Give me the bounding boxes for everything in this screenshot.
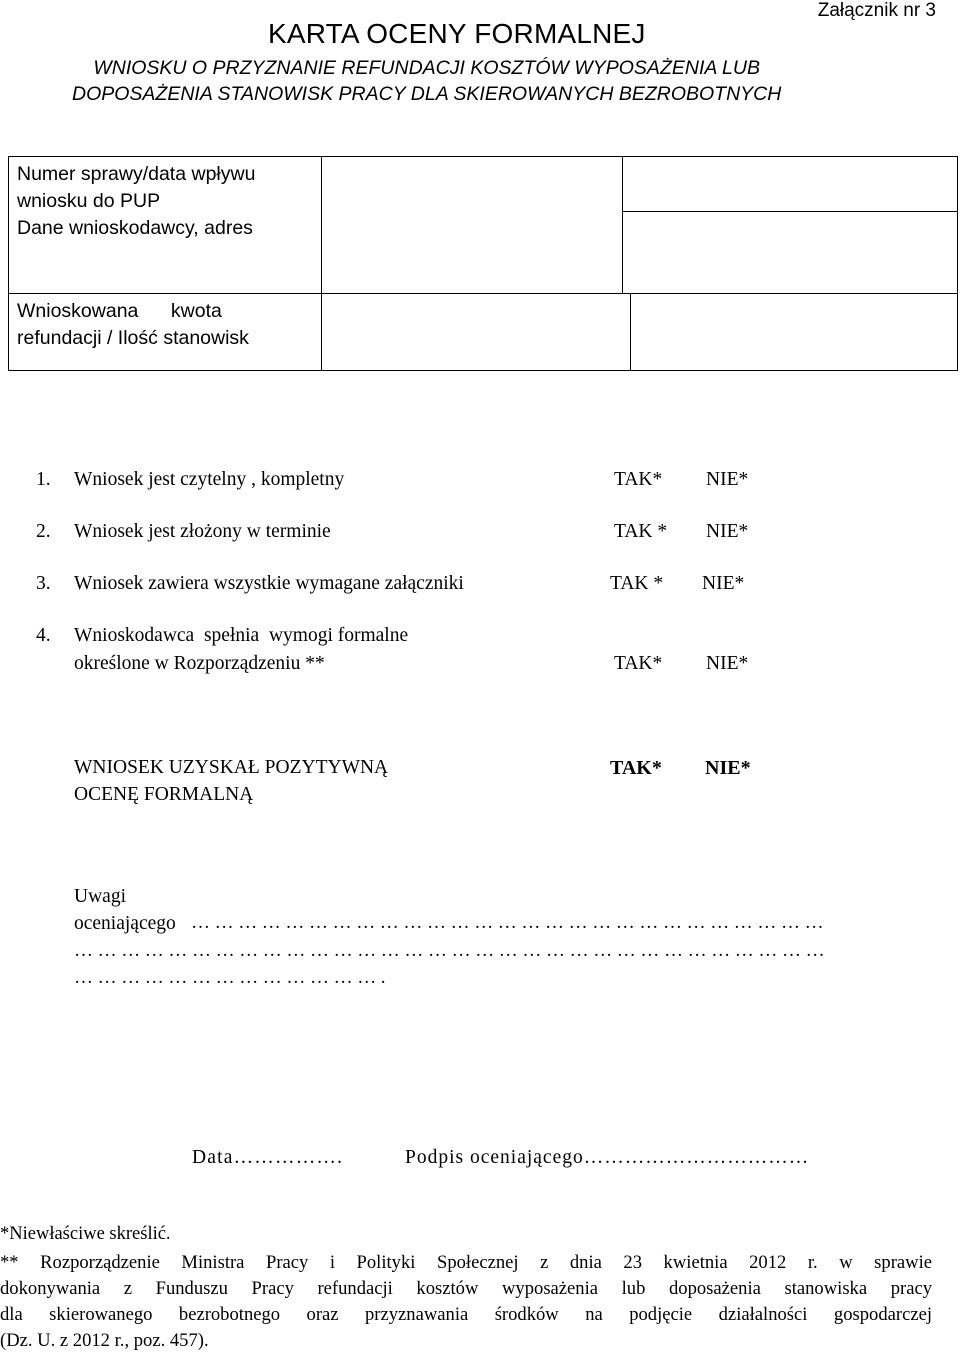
application-info-table: [8, 156, 958, 371]
cell-divider: [622, 211, 957, 212]
criterion-1-no[interactable]: NIE*: [706, 469, 749, 490]
applicant-data-label: Dane wnioskodawcy, adres: [17, 217, 253, 239]
criterion-3-no[interactable]: NIE*: [702, 573, 745, 594]
result-yes[interactable]: TAK*: [610, 757, 662, 779]
document-subtitle: [72, 55, 781, 107]
footnote-regulation-line3: dla skierowanego bezrobotnego oraz przyznawania środków na podjęcie działalności gospodarczej: [0, 1304, 932, 1325]
criterion-4-text-line2: określone w Rozporządzeniu **: [74, 653, 325, 674]
case-number-value-cell[interactable]: [322, 157, 958, 294]
subtitle-line-2: DOPOSAŻENIA STANOWISK PRACY DLA SKIEROWANYCH BEZROBOTNYCH: [72, 83, 782, 105]
remarks-label-line2: oceniającego: [74, 913, 176, 934]
footnote-regulation-line2: dokonywania z Funduszu Pracy refundacji kosztów wyposażenia lub doposażenia stanowiska pracy: [0, 1278, 932, 1299]
case-number-label-line2: wniosku do PUP: [17, 190, 161, 212]
criterion-1-yes[interactable]: TAK*: [614, 469, 663, 490]
result-no[interactable]: NIE*: [705, 757, 751, 779]
criterion-3-text: Wniosek zawiera wszystkie wymagane załączniki: [74, 573, 464, 594]
criterion-3-yes[interactable]: TAK *: [610, 573, 664, 594]
remarks-dots-line1[interactable]: ………………………………………………………………………: [191, 912, 829, 933]
criterion-1-text: Wniosek jest czytelny , kompletny: [74, 469, 345, 490]
criterion-2-text: Wniosek jest złożony w terminie: [74, 521, 331, 542]
criterion-4-number: 4.: [36, 625, 51, 646]
footnote-regulation-line1: ** Rozporządzenie Ministra Pracy i Polityki Społecznej z dnia 23 kwietnia 2012 r. w sprawie: [0, 1252, 932, 1273]
document-title: KARTA OCENY FORMALNEJ: [268, 18, 646, 49]
criterion-2-number: 2.: [36, 521, 51, 542]
result-line1: WNIOSEK UZYSKAŁ POZYTYWNĄ: [74, 757, 389, 778]
footnote-regulation-line4: (Dz. U. z 2012 r., poz. 457).: [0, 1330, 209, 1351]
result-line2: OCENĘ FORMALNĄ: [74, 784, 254, 805]
case-number-label-cell: [9, 157, 322, 294]
criterion-1-number: 1.: [36, 469, 51, 490]
cell-divider: [630, 294, 631, 370]
criterion-4-yes[interactable]: TAK*: [614, 653, 663, 674]
attachment-label: Załącznik nr 3: [817, 0, 936, 21]
remarks-dots-line2[interactable]: ……………………………………………………………………………………: [74, 940, 830, 961]
footnote-regulation: [0, 1250, 932, 1354]
criterion-4-text-line1: Wnioskodawca spełnia wymogi formalne: [74, 625, 409, 646]
criterion-2-yes[interactable]: TAK *: [614, 521, 668, 542]
requested-amount-label-cell: [9, 294, 322, 371]
case-number-label-line1: Numer sprawy/data wpływu: [17, 163, 256, 185]
criterion-2-no[interactable]: NIE*: [706, 521, 749, 542]
subtitle-line-1: WNIOSKU O PRZYZNANIE REFUNDACJI KOSZTÓW WYPOSAŻENIA LUB: [93, 57, 760, 79]
remarks-label-line1: Uwagi: [74, 886, 126, 907]
requested-amount-label-line2: refundacji / Ilość stanowisk: [17, 327, 249, 349]
date-field[interactable]: Data…………….: [192, 1147, 344, 1168]
remarks-dots-line3[interactable]: ………………………………….: [74, 967, 391, 988]
signature-field[interactable]: Podpis oceniającego……………………………: [405, 1147, 810, 1168]
requested-amount-label-line1: Wnioskowana kwota: [17, 300, 222, 322]
footnote-strike: *Niewłaściwe skreślić.: [0, 1224, 171, 1244]
requested-amount-value-cell[interactable]: [322, 294, 958, 371]
criterion-3-number: 3.: [36, 573, 51, 594]
cell-divider: [622, 157, 623, 293]
criterion-4-no[interactable]: NIE*: [706, 653, 749, 674]
